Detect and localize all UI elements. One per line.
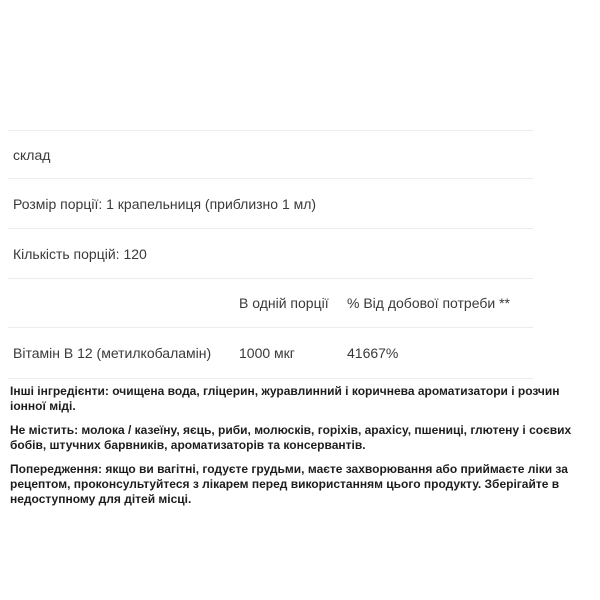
serving-size-row [8, 179, 533, 229]
warning-note: Попередження: якщо ви вагітні, годуєте грудьми, маєте захворювання або приймаєте ліки за рецептом, проконсультуйтеся з лікарем перед використанням цього продукту. Зберігайте в недоступному для дітей місці. [10, 462, 568, 506]
nutrient-daily-value: 41667% [347, 345, 399, 361]
servings-count-row [8, 229, 533, 279]
nutrient-amount: 1000 мкг [239, 345, 295, 361]
nutrient-name: Вітамін B 12 (метилкобаламін) [13, 345, 212, 361]
facts-header-row [8, 279, 533, 328]
facts-title: склад [13, 146, 51, 163]
servings-count-text: Кількість порцій: 120 [13, 245, 147, 262]
notes-section [10, 384, 598, 516]
col-header-per-serving: В одній порції [239, 295, 329, 311]
facts-title-row [8, 131, 533, 179]
nutrient-row [8, 328, 533, 379]
serving-size-text: Розмір порції: 1 крапельниця (приблизно 1 мл) [13, 195, 317, 212]
other-ingredients-note: Інші інгредієнти: очищена вода, гліцерин, журавлинний і коричнева ароматизатори і розчин іонної міді. [10, 384, 560, 413]
supplement-facts-table [8, 130, 533, 379]
col-header-daily-value: % Від добової потреби ** [347, 295, 510, 311]
does-not-contain-note: Не містить: молока / казеїну, яєць, риби, молюсків, горіхів, арахісу, пшениці, глютену і соєвих бобів, штучних барвників, ароматизаторів та консервантів. [10, 423, 572, 452]
